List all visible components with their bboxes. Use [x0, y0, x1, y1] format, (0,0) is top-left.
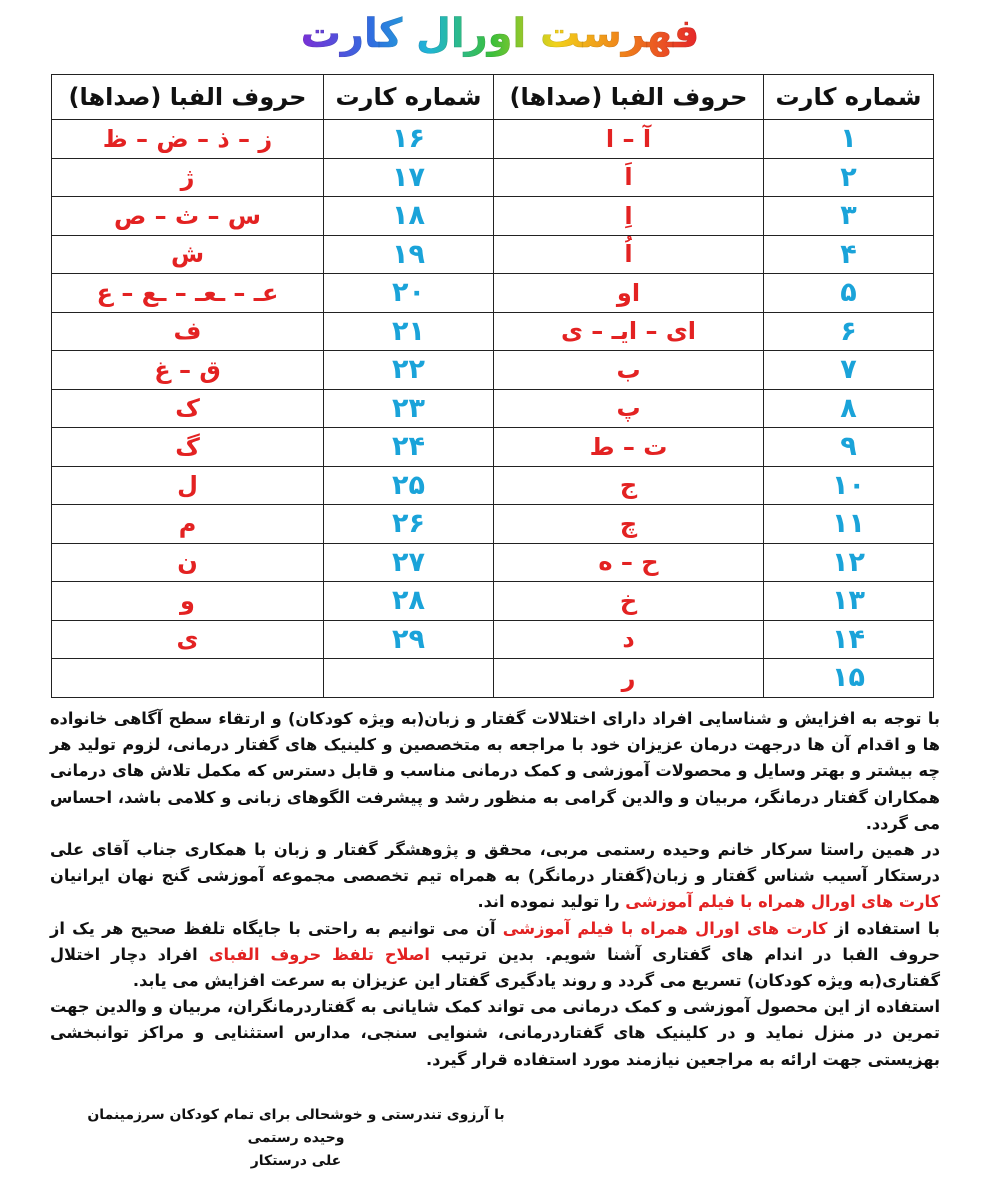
letters-cell: اُ — [494, 235, 764, 274]
letters-cell — [52, 659, 324, 698]
table-row — [52, 659, 934, 698]
page-title-text: فهرست اورال کارت — [300, 11, 700, 57]
table-row — [52, 197, 934, 236]
table-row — [52, 466, 934, 505]
letters-cell: اِ — [494, 197, 764, 236]
signature-author-2: علی درستکار — [250, 1153, 342, 1169]
card-number-cell: ۱۶ — [324, 120, 494, 159]
header-card-number-1: شماره کارت — [764, 75, 934, 120]
letters-cell: عـ – ـعـ – ـع – ع — [52, 274, 324, 313]
table-row — [52, 312, 934, 351]
card-number-cell: ۱۲ — [764, 543, 934, 582]
table-row — [52, 620, 934, 659]
letters-cell: ح – ه — [494, 543, 764, 582]
letters-cell: ج — [494, 466, 764, 505]
paragraph-2-part-b: را تولید نموده اند. — [477, 892, 620, 912]
letters-cell: د — [494, 620, 764, 659]
letters-cell: و — [52, 582, 324, 621]
card-number-cell: ۱۰ — [764, 466, 934, 505]
letters-cell: ت – ط — [494, 428, 764, 467]
card-number-cell: ۱۹ — [324, 235, 494, 274]
paragraph-1: با توجه به افزایش و شناسایی افراد دارای اختلالات گفتار و زبان(به ویژه کودکان) و ارتقاء سطح آگاهی خانواده ها و اقدام آن ها درجهت درمان عزیزان خود با مراجعه به متخصصین و کلینیک های گفتار درمانی، لزوم تولید هر چه بیشتر و بهتر وسایل و محصولات آموزشی و کمک درمانی مناسب و قابل دسترس که مکمل تلاش های درمانی همکاران گفتار درمانگر، مربیان و والدین گرامی به منظور رشد و پیشرفت الگوهای زبانی و کلامی باشد، احساس می گردد. — [50, 709, 940, 833]
card-number-cell: ۷ — [764, 351, 934, 390]
letters-cell: ز – ذ – ض – ظ — [52, 120, 324, 159]
letters-cell: ژ — [52, 158, 324, 197]
card-number-cell: ۲۰ — [324, 274, 494, 313]
letters-cell: چ — [494, 505, 764, 544]
card-number-cell: ۲ — [764, 158, 934, 197]
card-number-cell: ۲۴ — [324, 428, 494, 467]
letters-cell: ق – غ — [52, 351, 324, 390]
header-letters-1: حروف الفبا (صداها) — [494, 75, 764, 120]
paragraph-2 — [50, 837, 940, 916]
letters-cell: ای – ایـ – ی — [494, 312, 764, 351]
table-row — [52, 120, 934, 159]
card-number-cell: ۴ — [764, 235, 934, 274]
card-number-cell: ۲۱ — [324, 312, 494, 351]
card-number-cell: ۱۳ — [764, 582, 934, 621]
table-row — [52, 505, 934, 544]
letters-cell: ی — [52, 620, 324, 659]
letters-cell: اَ — [494, 158, 764, 197]
letters-cell: او — [494, 274, 764, 313]
description-text — [50, 706, 940, 1073]
card-number-cell: ۱ — [764, 120, 934, 159]
card-number-cell: ۲۸ — [324, 582, 494, 621]
table-row — [52, 158, 934, 197]
letters-cell: ک — [52, 389, 324, 428]
card-number-cell: ۵ — [764, 274, 934, 313]
header-letters-2: حروف الفبا (صداها) — [52, 75, 324, 120]
table-row — [52, 351, 934, 390]
page-title — [0, 2, 1000, 68]
letters-cell: ش — [52, 235, 324, 274]
table-row — [52, 543, 934, 582]
letters-cell: آ – ا — [494, 120, 764, 159]
letters-cell: ر — [494, 659, 764, 698]
card-number-cell: ۱۵ — [764, 659, 934, 698]
card-number-cell: ۱۱ — [764, 505, 934, 544]
letters-cell: س – ث – ص — [52, 197, 324, 236]
paragraph-3-part-a: با استفاده از — [834, 918, 940, 938]
table-row — [52, 274, 934, 313]
letters-cell: ب — [494, 351, 764, 390]
table-row — [52, 428, 934, 467]
paragraph-3-highlight-2: اصلاح تلفظ حروف الفبای — [208, 944, 430, 964]
paragraph-2-part-a: در همین راستا سرکار خانم وحیده رستمی مربی، محقق و پژوهشگر گفتار و زبان با همکاری جناب آقای علی درستکار آسیب شناس گفتار و زبان(گفتار درمانگر) به همراه تیم تخصصی مجموعه آموزشی گنج نهان ایرانیان — [50, 840, 940, 886]
table-row — [52, 235, 934, 274]
signature-block — [86, 1104, 506, 1173]
card-number-cell: ۲۹ — [324, 620, 494, 659]
card-number-cell: ۱۴ — [764, 620, 934, 659]
table-row — [52, 389, 934, 428]
table-body — [52, 120, 934, 698]
card-number-cell: ۲۷ — [324, 543, 494, 582]
card-number-cell: ۲۶ — [324, 505, 494, 544]
letters-cell: خ — [494, 582, 764, 621]
card-number-cell: ۲۳ — [324, 389, 494, 428]
card-number-cell: ۱۸ — [324, 197, 494, 236]
signature-author-1: وحیده رستمی — [247, 1130, 345, 1146]
paragraph-2-highlight: کارت های اورال همراه با فیلم آموزشی — [625, 892, 940, 912]
paragraph-3 — [50, 916, 940, 995]
signature-wish: با آرزوی تندرستی و خوشحالی برای تمام کودکان سرزمینمان — [87, 1107, 505, 1123]
card-number-cell: ۲۲ — [324, 351, 494, 390]
header-card-number-2: شماره کارت — [324, 75, 494, 120]
card-index-table — [51, 74, 934, 698]
table-header-row — [52, 75, 934, 120]
letters-cell: م — [52, 505, 324, 544]
letters-cell: پ — [494, 389, 764, 428]
paragraph-4: استفاده از این محصول آموزشی و کمک درمانی می تواند کمک شایانی به گفتاردرمانگران، مربیان و والدین جهت تمرین در منزل نماید و در کلینیک های گفتاردرمانی، شنوایی سنجی، مدارس استثنایی و مراکز توانبخشی بهزیستی جهت ارائه به مراجعین نیازمند مورد استفاده قرار گیرد. — [50, 997, 940, 1069]
card-number-cell: ۸ — [764, 389, 934, 428]
card-number-cell: ۹ — [764, 428, 934, 467]
paragraph-3-part-c: افراد دچار اختلال گفتاری(به ویژه کودکان) تسریع می گردد و روند یادگیری گفتار این عزیزان به سرعت افزایش می یابد. — [50, 944, 940, 991]
letters-cell: ف — [52, 312, 324, 351]
letters-cell: ن — [52, 543, 324, 582]
paragraph-3-highlight-1: کارت های اورال همراه با فیلم آموزشی — [502, 918, 828, 938]
letters-cell: ل — [52, 466, 324, 505]
table-row — [52, 582, 934, 621]
card-number-cell: ۳ — [764, 197, 934, 236]
card-number-cell: ۱۷ — [324, 158, 494, 197]
paragraph-3-part-b: آن می توانیم به راحتی با جایگاه تلفظ صحیح هر یک از حروف الفبا در اندام های گفتاری آشنا شویم. بدین ترتیب — [50, 918, 941, 964]
card-number-cell — [324, 659, 494, 698]
card-number-cell: ۲۵ — [324, 466, 494, 505]
letters-cell: گ — [52, 428, 324, 467]
card-number-cell: ۶ — [764, 312, 934, 351]
